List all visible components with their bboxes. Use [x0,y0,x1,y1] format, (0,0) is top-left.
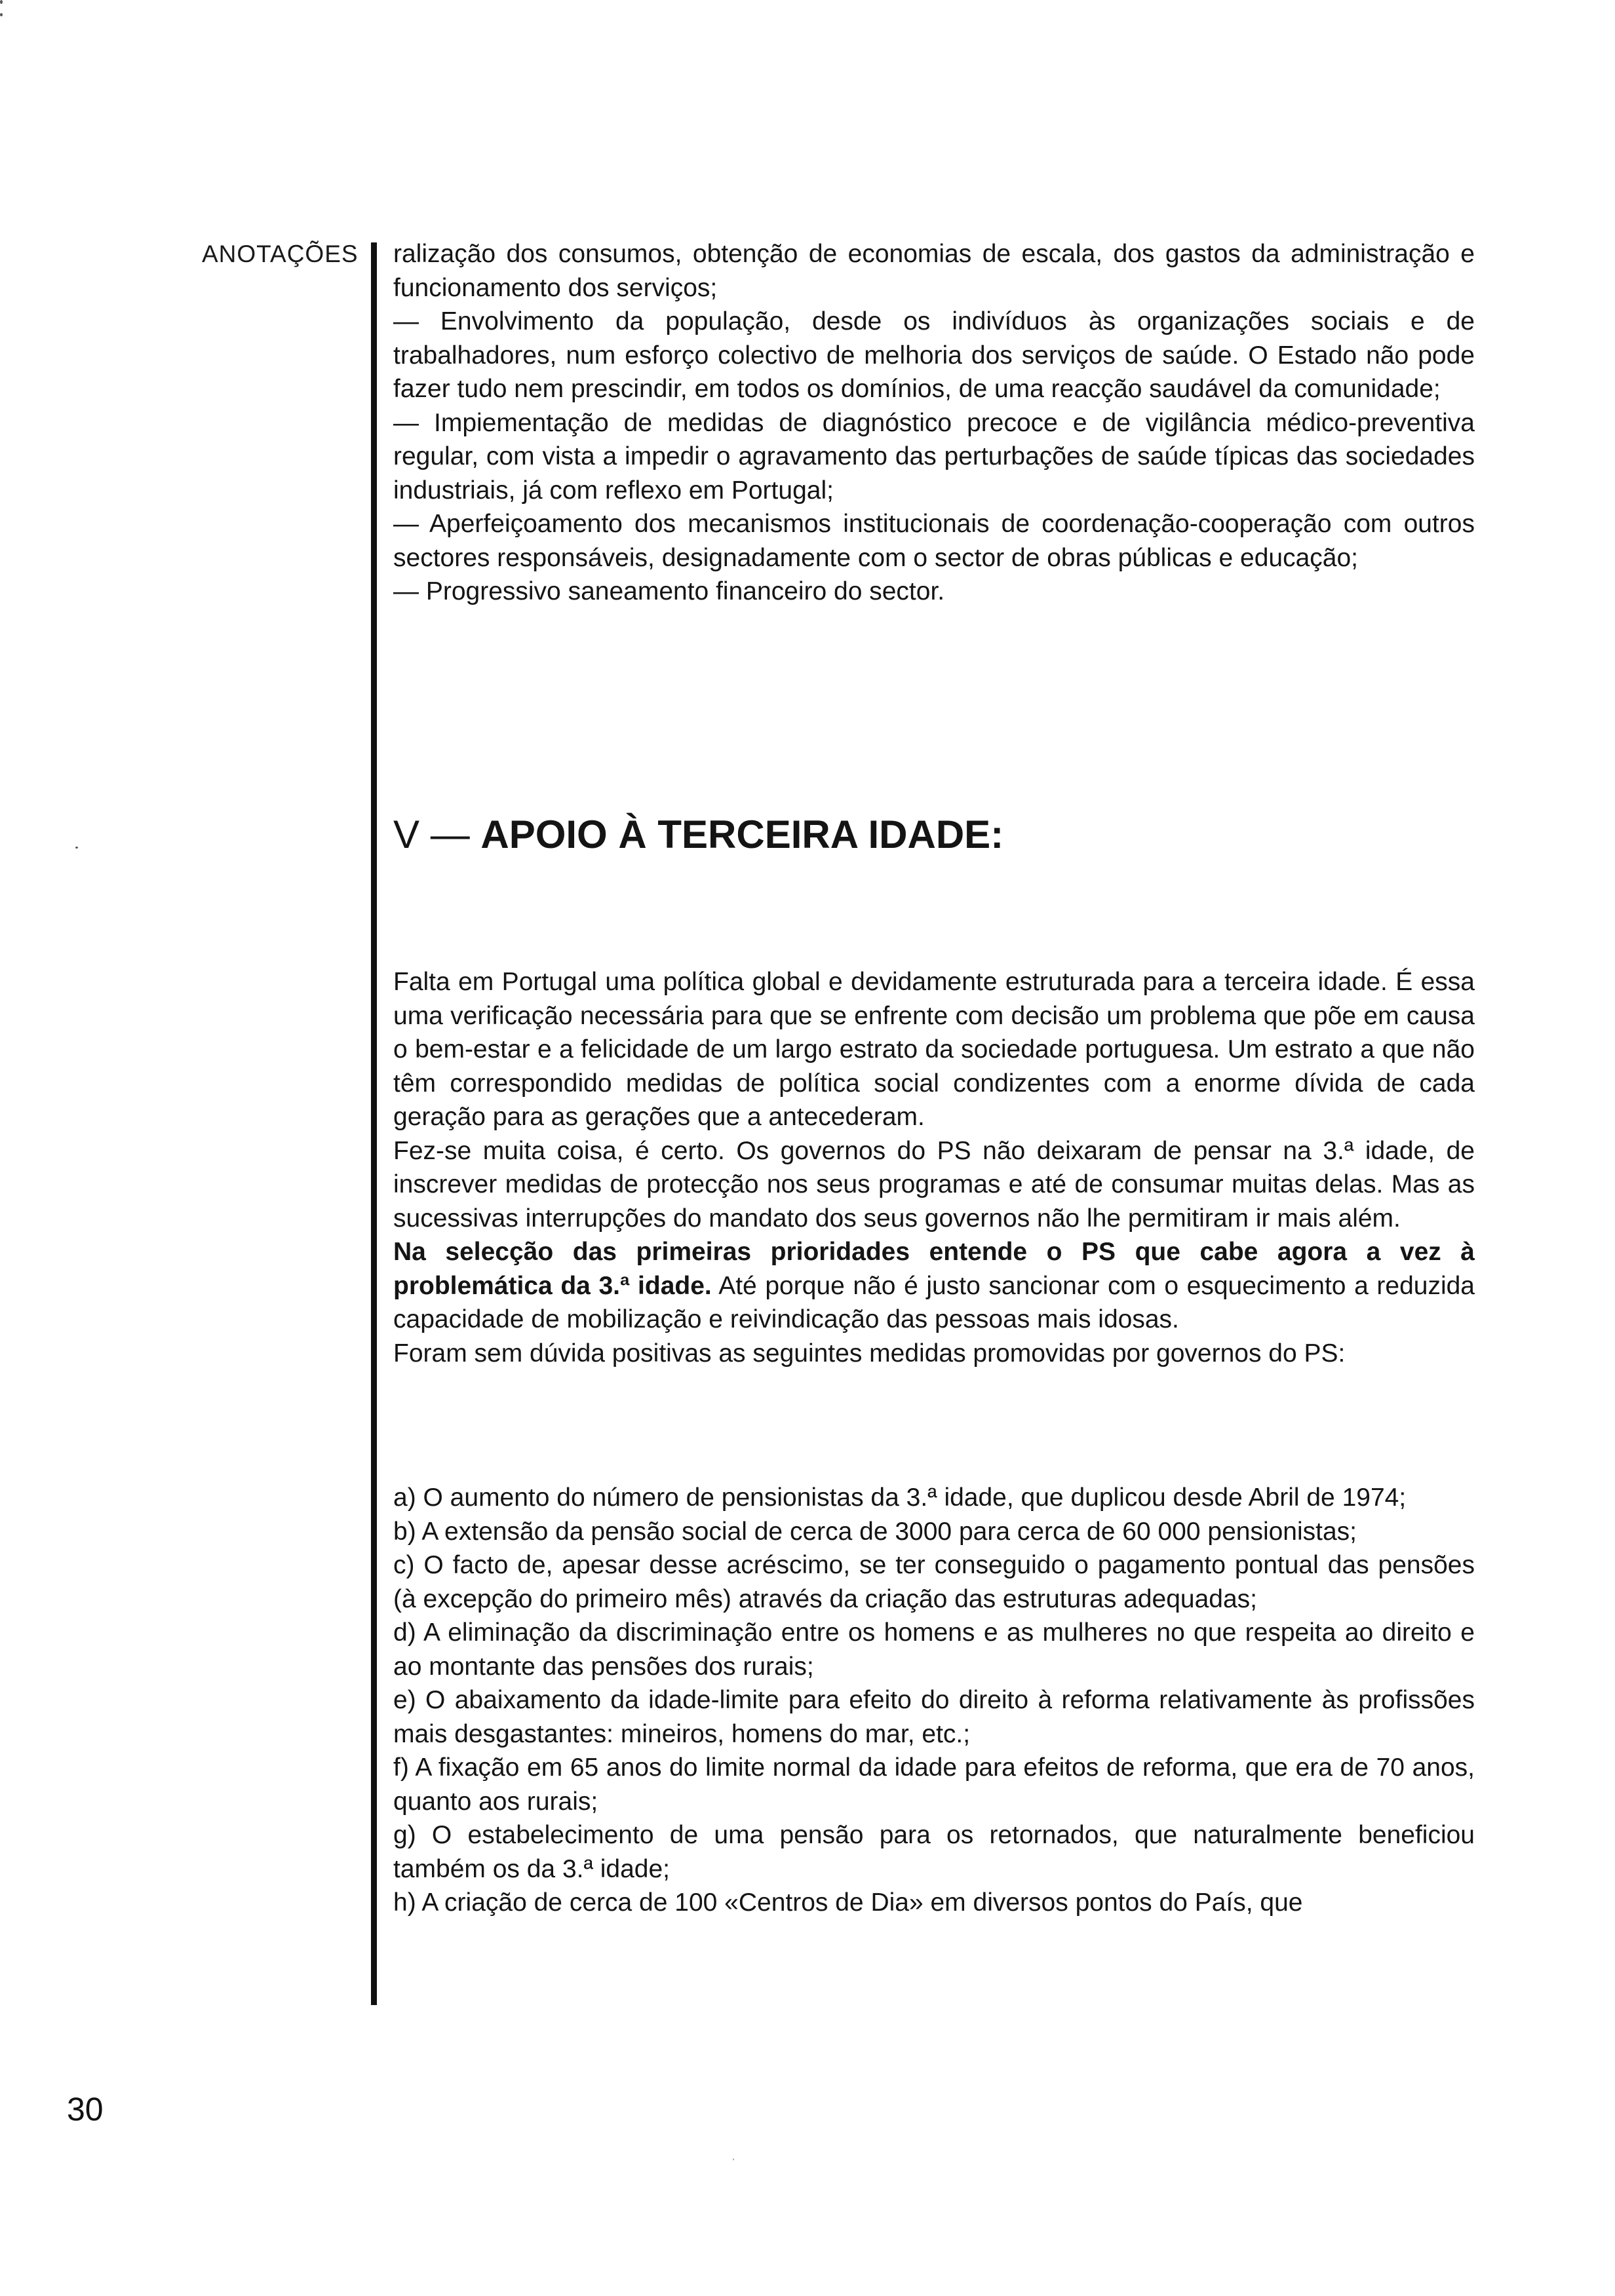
list-item: a) O aumento do número de pensionistas da 3.ª idade, que duplicou desde Abril de 1974; [393,1483,1407,1512]
bullet-item: — Aperfeiçoamento dos mecanismos institucionais de coordenação-cooperação com outros sectores responsáveis, designadamente com o sector de obras públicas e educação; [393,510,1475,572]
section-body [393,965,1475,1370]
list-item: c) O facto de, apesar desse acréscimo, se ter conseguido o pagamento pontual das pensões (à excepção do primeiro mês) através da criação das estruturas adequadas; [393,1551,1475,1613]
paragraph-text: Até porque não é justo sancionar com o esquecimento a reduzida capacidade de mobilização e reivindicação das pessoas mais idosas. [393,1271,1475,1333]
bullet-item: — Envolvimento da população, desde os indivíduos às organizações sociais e de trabalhadores, num esforço colectivo de melhoria dos serviços de saúde. O Estado não pode fazer tudo nem prescindir, em todos os domínios, de uma reacção saudável da comunidade; [393,307,1475,403]
margin-label-anotacoes: ANOTAÇÕES [202,240,359,267]
paragraph: Foram sem dúvida positivas as seguintes medidas promovidas por governos do PS: [393,1339,1346,1368]
scan-speck [0,0,3,4]
section-heading [393,811,1003,858]
list-item: g) O estabelecimento de uma pensão para os retornados, que naturalmente beneficiou também os da 3.ª idade; [393,1821,1475,1883]
section-numeral: V — [393,813,481,856]
paragraph: Fez-se muita coisa, é certo. Os governos do PS não deixaram de pensar na 3.ª idade, de inscrever medidas de protecção nos seus programas e até de consumar muitas delas. Mas as sucessivas interrupções do mandato dos seus governos não lhe permitiram ir mais além. [393,1136,1475,1233]
page-number: 30 [67,2091,104,2128]
list-item: f) A fixação em 65 anos do limite normal da idade para efeitos de reforma, que era de 70 anos, quanto aos rurais; [393,1753,1475,1816]
paragraph: Falta em Portugal uma política global e devidamente estruturada para a terceira idade. É essa uma verificação necessária para que se enfrente com decisão um problema que põe em causa o bem-estar e a felicidade de um largo estrato da sociedade portuguesa. Um estrato a que não têm correspondido medidas de política social condizentes com a enorme dívida de cada geração para as gerações que a antecederam. [393,968,1475,1131]
continued-text-block [393,237,1475,609]
scan-speck [0,13,3,16]
list-item: e) O abaixamento da idade-limite para efeito do direito à reforma relativamente às profissões mais desgastantes: mineiros, homens do mar, etc.; [393,1686,1475,1748]
scan-speck [75,847,78,849]
margin-rule [371,242,377,2005]
list-item: h) A criação de cerca de 100 «Centros de Dia» em diversos pontos do País, que [393,1888,1303,1917]
paragraph [393,1235,1475,1337]
bullet-item: — Impiementação de medidas de diagnóstico precoce e de vigilância médico-preventiva regular, com vista a impedir o agravamento das perturbações de saúde típicas das sociedades industriais, já com reflexo em Portugal; [393,408,1475,505]
emphasis-text: Na selecção das primeiras prioridades entende o PS que cabe agora a vez à problemática da 3.ª idade. [393,1238,1475,1300]
list-item: d) A eliminação da discriminação entre os homens e as mulheres no que respeita ao direito e ao montante das pensões dos rurais; [393,1618,1475,1681]
bullet-item: — Progressivo saneamento financeiro do sector. [393,577,945,605]
paragraph: ralização dos consumos, obtenção de economias de escala, dos gastos da administração e funcionamento dos serviços; [393,240,1475,302]
section-title: APOIO À TERCEIRA IDADE: [480,813,1004,856]
measures-list [393,1481,1475,1920]
list-item: b) A extensão da pensão social de cerca de 3000 para cerca de 60 000 pensionistas; [393,1517,1357,1546]
scan-speck [733,2158,734,2160]
